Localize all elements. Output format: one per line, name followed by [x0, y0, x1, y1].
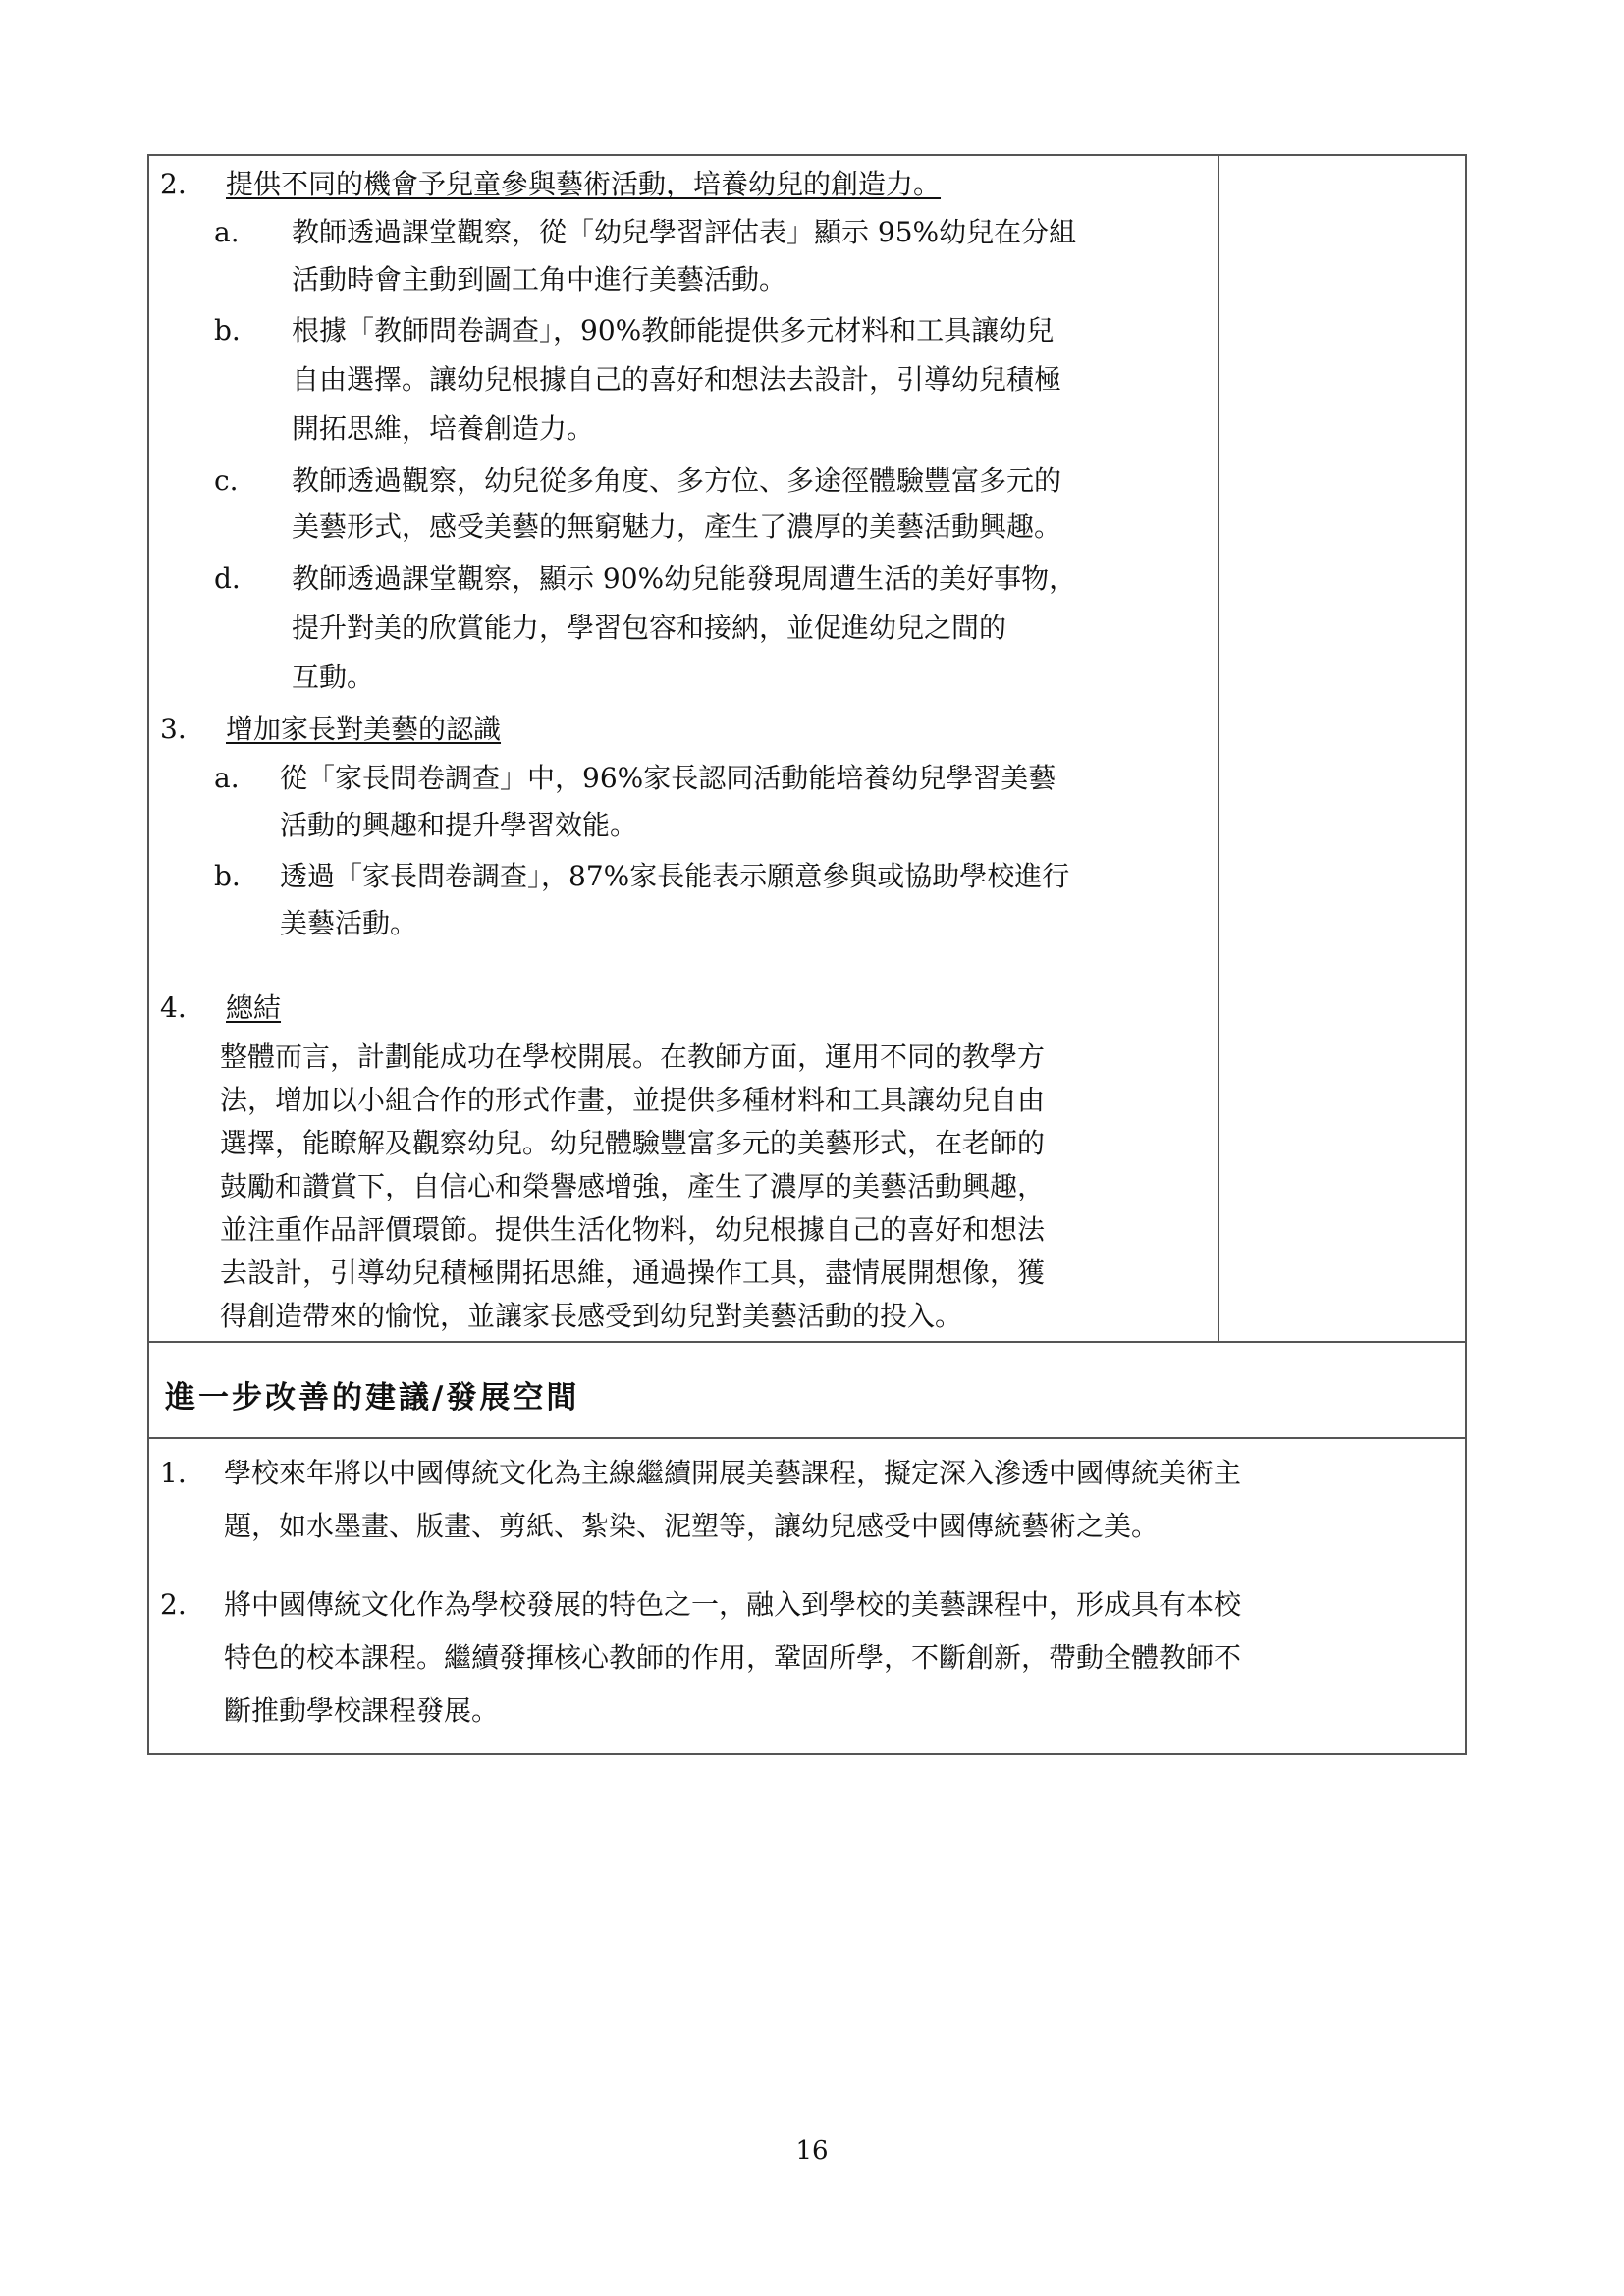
section-3-title: 增加家長對美藝的認識 — [226, 713, 502, 745]
suggestion-line: 學校來年將以中國傳統文化為主線繼續開展美藝課程，擬定深入滲透中國傳統美術主 — [224, 1457, 1242, 1489]
item-line: 互動。 — [292, 661, 375, 693]
suggestion-number: 1. — [160, 1457, 187, 1489]
item-line: 根據「教師問卷調查」，90%教師能提供多元材料和工具讓幼兒 — [292, 314, 1055, 347]
summary-line: 並注重作品評價環節。提供生活化物料，幼兒根據自己的喜好和想法 — [220, 1213, 1046, 1246]
item-line: 開拓思維，培養創造力。 — [292, 412, 595, 445]
item-line: 活動的興趣和提升學習效能。 — [280, 809, 638, 841]
item-line: 教師透過課堂觀察，從「幼兒學習評估表」顯示 95%幼兒在分組 — [292, 216, 1077, 248]
improvement-heading: 進一步改善的建議/發展空間 — [165, 1380, 580, 1415]
summary-line: 整體而言，計劃能成功在學校開展。在教師方面，運用不同的教學方 — [220, 1041, 1046, 1073]
item-line: 透過「家長問卷調查」，87%家長能表示願意參與或協助學校進行 — [280, 860, 1070, 892]
item-line: 提升對美的欣賞能力，學習包容和接納，並促進幼兒之間的 — [292, 612, 1007, 644]
item-marker: d. — [214, 562, 241, 595]
suggestion-line: 斷推動學校課程發展。 — [224, 1694, 500, 1727]
summary-line: 鼓勵和讚賞下，自信心和榮譽感增強，產生了濃厚的美藝活動興趣， — [220, 1170, 1046, 1202]
item-marker: c. — [214, 464, 239, 497]
item-marker: a. — [214, 762, 240, 794]
section-3-number: 3. — [160, 713, 187, 745]
section-2-number: 2. — [160, 168, 187, 200]
table-column-divider — [1218, 154, 1219, 1343]
item-line: 從「家長問卷調查」中，96%家長認同活動能培養幼兒學習美藝 — [280, 762, 1056, 794]
item-marker: b. — [214, 314, 241, 347]
page-number: 16 — [795, 2136, 829, 2165]
summary-line: 去設計，引導幼兒積極開拓思維，通過操作工具，盡情展開想像，獲 — [220, 1256, 1046, 1289]
item-line: 美藝形式，感受美藝的無窮魅力，產生了濃厚的美藝活動興趣。 — [292, 510, 1062, 543]
section-4-number: 4. — [160, 991, 187, 1024]
suggestion-line: 將中國傳統文化作為學校發展的特色之一，融入到學校的美藝課程中，形成具有本校 — [224, 1588, 1242, 1621]
suggestion-line: 特色的校本課程。繼續發揮核心教師的作用，鞏固所學，不斷創新，帶動全體教師不 — [224, 1641, 1242, 1674]
item-line: 教師透過課堂觀察，顯示 90%幼兒能發現周遭生活的美好事物， — [292, 562, 1077, 595]
section-4-title: 總結 — [226, 991, 282, 1024]
summary-line: 法，增加以小組合作的形式作畫，並提供多種材料和工具讓幼兒自由 — [220, 1084, 1046, 1116]
summary-line: 選擇，能瞭解及觀察幼兒。幼兒體驗豐富多元的美藝形式，在老師的 — [220, 1127, 1046, 1159]
item-line: 活動時會主動到圖工角中進行美藝活動。 — [292, 263, 787, 295]
summary-line: 得創造帶來的愉悅，並讓家長感受到幼兒對美藝活動的投入。 — [220, 1300, 963, 1332]
suggestion-line: 題，如水墨畫、版畫、剪紙、紮染、泥塑等，讓幼兒感受中國傳統藝術之美。 — [224, 1510, 1160, 1542]
item-line: 教師透過觀察，幼兒從多角度、多方位、多途徑體驗豐富多元的 — [292, 464, 1062, 497]
item-marker: a. — [214, 216, 240, 248]
suggestion-number: 2. — [160, 1588, 187, 1621]
section-2-title: 提供不同的機會予兒童參與藝術活動，培養幼兒的創造力。 — [226, 168, 942, 200]
item-line: 自由選擇。讓幼兒根據自己的喜好和想法去設計，引導幼兒積極 — [292, 363, 1062, 396]
item-line: 美藝活動。 — [280, 907, 418, 939]
item-marker: b. — [214, 860, 241, 892]
